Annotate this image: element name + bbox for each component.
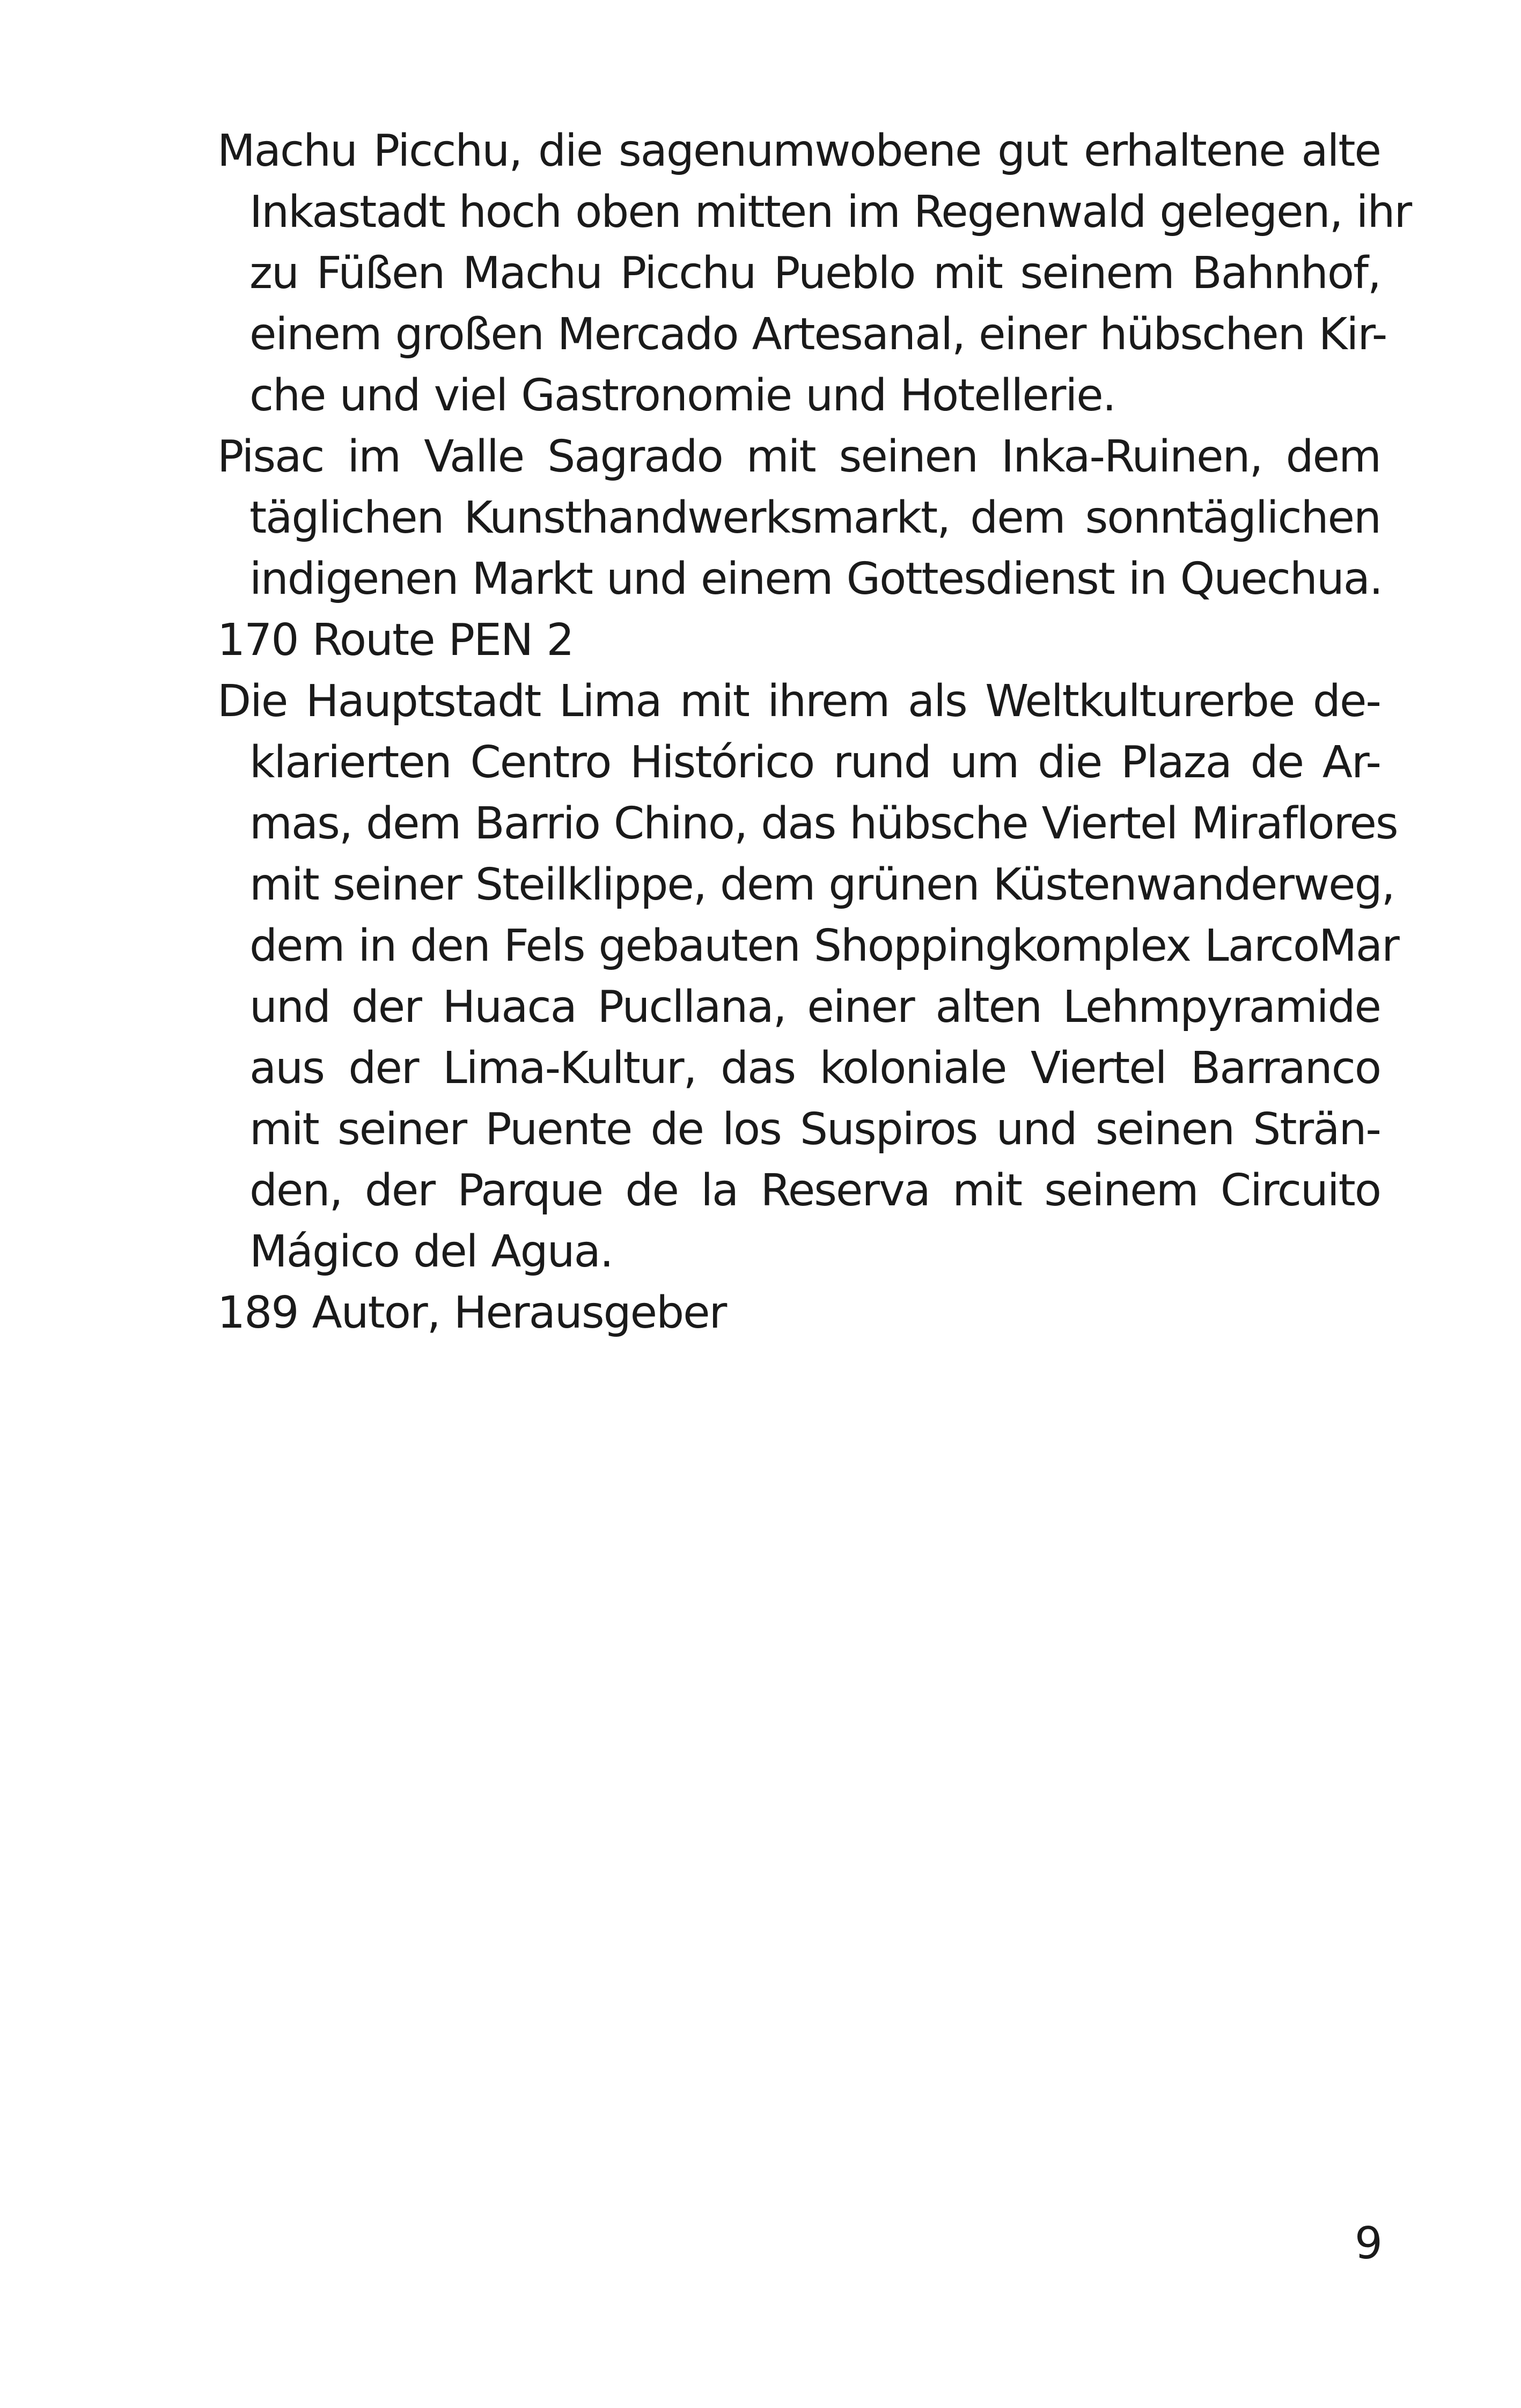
text-line: mas, dem Barrio Chino, das hübsche Viertel Miraflores <box>249 798 1398 849</box>
page-number: 9 <box>1354 2218 1382 2269</box>
text-line: Inkastadt hoch oben mitten im Regenwald gelegen, ihr <box>249 187 1412 238</box>
text-line: che und viel Gastronomie und Hotellerie. <box>249 370 1115 421</box>
text-line: und der Huaca Pucllana, einer alten Lehmpyramide <box>249 982 1380 1033</box>
text-line: dem in den Fels gebauten Shoppingkomplex LarcoMar <box>249 921 1399 971</box>
text-line: mit seiner Puente de los Suspiros und seinen Strän- <box>249 1104 1380 1155</box>
text-line: mit seiner Steilklippe, dem grünen Küstenwanderweg, <box>249 859 1394 910</box>
text-line: zu Füßen Machu Picchu Pueblo mit seinem Bahnhof, <box>249 248 1380 299</box>
text-line: einem großen Mercado Artesanal, einer hübschen Kir- <box>249 309 1387 360</box>
text-line: Pisac im Valle Sagrado mit seinen Inka-Ruinen, dem <box>217 431 1380 482</box>
text-line: Mágico del Agua. <box>249 1226 613 1277</box>
text-line: aus der Lima-Kultur, das koloniale Viertel Barranco <box>249 1043 1380 1094</box>
text-line: Machu Picchu, die sagenumwobene gut erhaltene alte <box>217 126 1380 176</box>
text-line: 170 Route PEN 2 <box>217 615 574 666</box>
entry-pisac <box>217 426 1383 610</box>
text-line: Die Hauptstadt Lima mit ihrem als Weltkulturerbe de- <box>217 676 1380 727</box>
entry-machu-picchu <box>217 121 1412 426</box>
entry-route-heading <box>217 610 1380 671</box>
text-line: klarierten Centro Histórico rund um die Plaza de Ar- <box>249 737 1380 788</box>
entry-author-heading <box>217 1283 1380 1344</box>
entry-lima <box>217 671 1399 1283</box>
text-line: indigenen Markt und einem Gottesdienst in Quechua. <box>249 554 1383 605</box>
page-body <box>217 121 1412 1344</box>
text-line: täglichen Kunsthandwerksmarkt, dem sonntäglichen <box>249 492 1380 543</box>
text-line: den, der Parque de la Reserva mit seinem Circuito <box>249 1165 1380 1216</box>
text-line: 189 Autor, Herausgeber <box>217 1287 726 1338</box>
